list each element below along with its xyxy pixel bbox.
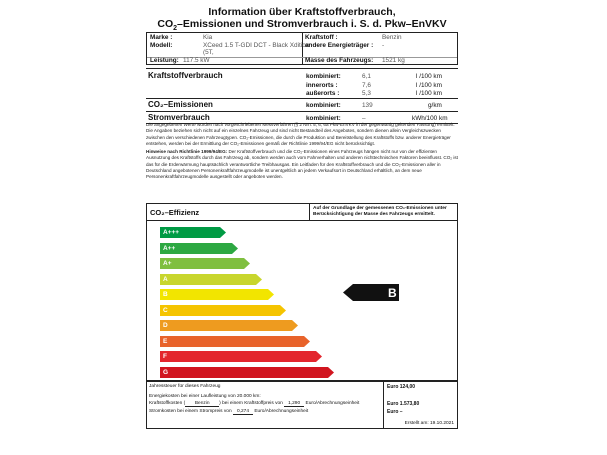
title-line-2-pre: CO [157,18,174,30]
legal-description [146,122,458,183]
fuel-extra-urban-value: 5,3 [362,90,371,97]
strom-cost-price: 0,274 [233,409,253,415]
info-row-4 [147,57,457,65]
fuel-combined-value: 6,1 [362,73,371,80]
fuel-heading: Kraftstoffverbrauch [148,71,223,80]
co2-unit: g/km [428,102,442,109]
efficiency-rating: B [388,286,397,300]
efficiency-class-label: G [163,368,169,376]
efficiency-class-label: A [163,275,168,283]
efficiency-bar-shape [160,289,274,300]
efficiency-rating-marker [343,284,399,306]
fuel-cost-mid: ) bei einem Kraftstoffpreis von [219,401,283,406]
legal-paragraph-2-text: Der Kraftstoffverbrauch und die CO₂-Emissionen eines Fahrzeugs hängen nicht nur von der effizienten Ausnutzung des Kraftstoffs durch das Fahrzeug ab, sondern werden auch vom Fahrverhalten und anderen nichttechnischen Faktoren beeinflusst. CO₂ ist das für die Erderwärmung hauptsächlich verantwortliche Treibhausgas. Ein Leitfaden für den Kraftstoffverbrauch und die CO₂-Emissionen aller in Deutschland angebotenen Personenkraftfahrzeugmodelle ist unentgeltlich an jedem Verkaufsort in Deutschland erhältlich, an dem neue Personenkraftfahrzeugmodelle ausgestellt oder angeboten werden. [146,149,458,180]
efficiency-heading: CO₂–Effizienz [150,208,200,217]
kfz-tax-label: Jahressteuer für dieses Fahrzeug [149,384,221,389]
efficiency-head-line [147,220,457,221]
strom-cost-line [149,409,308,415]
strom-cost-value: Euro – [387,409,403,415]
efficiency-class-label: A+++ [163,229,180,236]
marke-label: Marke : [150,34,173,41]
energie-label: andere Energieträger : [305,42,374,49]
modell-value-2: (5T, [203,49,214,56]
fuel-extra-urban-unit: l /100 km [416,90,442,97]
fuel-cost-pre: Kraftstoffkosten ( [149,401,186,406]
legal-paragraph-2-heading: Hinweise nach Richtlinie 1999/94/EG: [146,149,228,155]
fuel-combined-unit: l /100 km [416,73,442,80]
kraftstoff-value: Benzin [382,34,402,41]
info-row-1 [147,34,457,42]
efficiency-class-label: F [163,353,167,360]
fuel-urban-value: 7,6 [362,82,371,89]
co2-heading: CO₂–Emissionen [148,100,213,109]
efficiency-bar-shape [160,351,322,362]
efficiency-class-label: B [163,291,168,298]
co2-label: kombiniert: [306,102,341,109]
co2-efficiency-box [146,203,458,381]
efficiency-bar-shape [160,274,262,285]
energie-value: - [382,42,385,49]
modell-label: Modell: [150,42,173,49]
efficiency-bar-shape [160,258,250,269]
fuel-cost-line [149,401,359,407]
co2-value: 139 [362,102,373,109]
title-line-2-post: –Emissionen und Stromverbrauch i. S. d. Pkw–EnVKV [177,18,447,30]
masse-label: Masse des Fahrzeugs: [305,57,374,64]
legal-paragraph-2 [146,149,458,180]
label-sheet [146,0,458,455]
efficiency-class-label: C [163,306,168,314]
efficiency-bar-shape [160,305,286,316]
strom-cost-pre: Stromkosten bei einem Strompreis von [149,409,232,414]
efficiency-class-label: A+ [163,260,172,267]
cons-mid-line-1 [146,98,458,99]
created-date: Erstellt am: 19.10.2021 [404,421,454,426]
efficiency-class-label: D [163,322,168,329]
legal-paragraph-1: Die angegebenen Werte wurden nach vorgeschriebenen Messverfahren (§ 2 Nrn. 5, 6, 6a Pkw-EnVKV in der gegenwärtig geltenden Fassung) ermittelt. Die Angaben beziehen sich nicht auf ein einzelnes Fahrzeug und sind nicht Bestandteil des Angebotes, sondern dienen allein Vergleichszwecken zwischen den verschiedenen Fahrzeugtypen. CO₂-Emissionen, die durch die Produktion und Bereitstellung des Kraftstoffs bzw. anderer Energieträger entstehen, werden bei der Ermittlung der CO₂-Emissionen gemäß der Richtlinie 1999/94/EG nicht berücksichtigt. [146,122,455,146]
title-line-1: Information über Kraftstoffverbrauch, [208,6,396,18]
fuel-combined-label: kombiniert: [306,73,341,80]
efficiency-head-divider [309,204,310,220]
cons-mid-line-2 [146,111,458,112]
efficiency-class-label: A++ [163,244,176,252]
strom-cost-unit: Euro/Abrechnungseinheit [254,409,309,414]
efficiency-note: Auf der Grundlage der gemessenen CO₂-Emissionen unter Berücksichtigung der Masse des Fahrzeugs ermittelt. [313,206,447,217]
kfz-tax-value: Euro 124,00 [387,384,416,390]
energy-intro: Energiekosten bei einer Laufleistung von 20.000 km: [149,394,261,399]
fuel-urban-label: innerorts : [306,82,338,89]
info-row-3 [147,49,457,57]
efficiency-bar-shape [160,320,298,331]
title-line-2-sub: 2 [173,25,178,33]
fuel-cost-fuel: Benzin [185,401,219,407]
cons-top-line [146,68,458,69]
cost-box [146,381,458,429]
kraftstoff-label: Kraftstoff : [305,34,338,41]
strom-value: – [362,115,366,122]
fuel-cost-price: 1,290 [284,401,304,407]
leistung-label: Leistung: [150,57,179,64]
fuel-cost-value: Euro 1.573,80 [387,401,420,407]
efficiency-bar-shape [160,336,310,347]
efficiency-class-label: E [163,337,168,345]
fuel-urban-unit: l /100 km [416,82,442,89]
vehicle-info-box [146,32,458,65]
strom-label: kombiniert: [306,115,341,122]
modell-value: XCeed 1.5 T-GDI DCT - Black Xdition [203,42,310,49]
marke-value: Kia [203,34,213,41]
cost-divider [383,382,384,428]
strom-heading: Stromverbrauch [148,113,210,122]
strom-unit: kWh/100 km [412,115,448,122]
leistung-value: 117.5 kW [183,57,210,64]
fuel-extra-urban-label: außerorts : [306,90,340,97]
fuel-cost-unit: Euro/Abrechnungseinheit [305,401,360,406]
masse-value: 1521 kg [382,57,405,64]
page-title [146,6,458,35]
efficiency-bar-shape [160,367,334,378]
